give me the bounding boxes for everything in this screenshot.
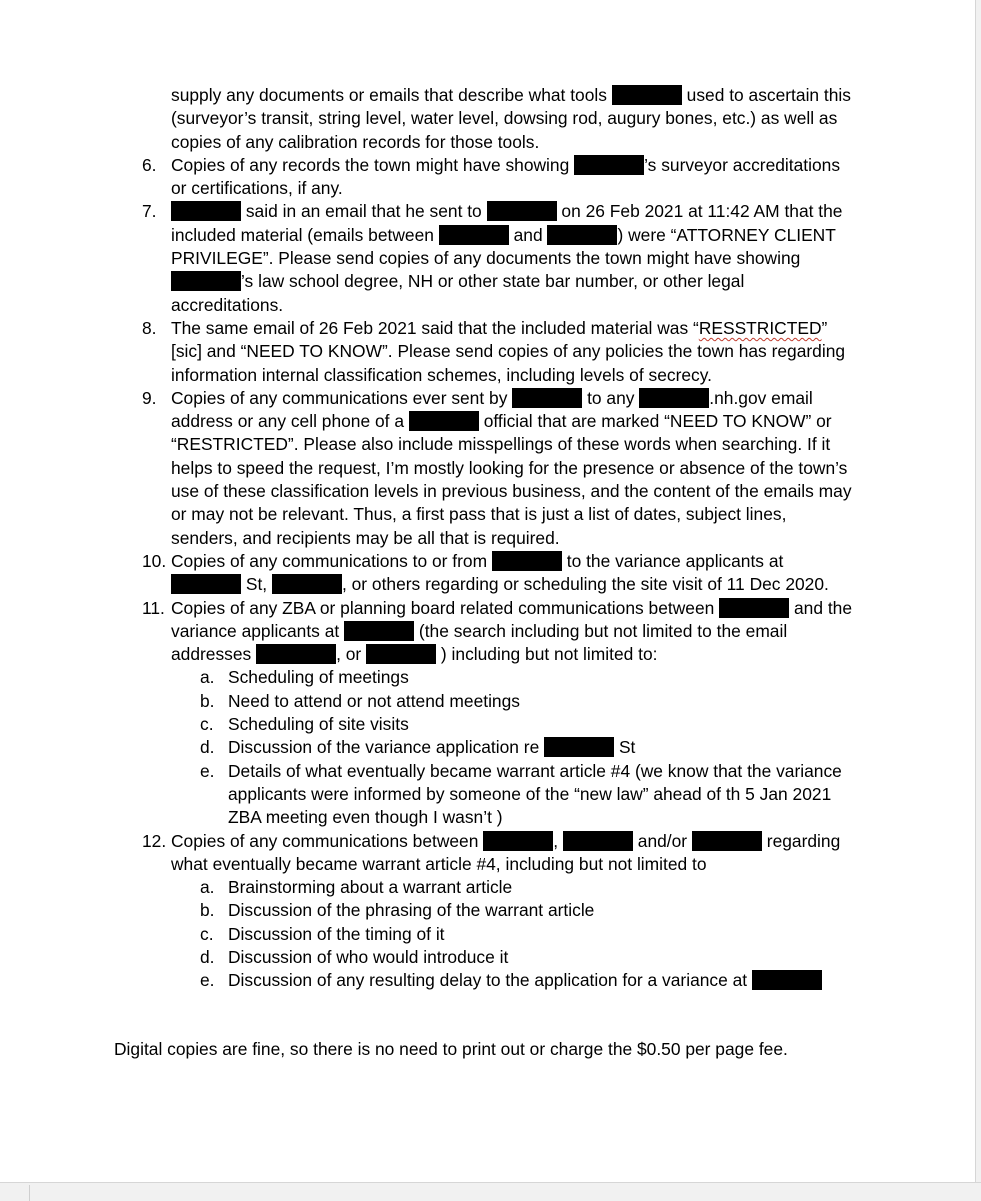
item-5-continuation-line-2: [114, 107, 894, 130]
text-run: address or any cell phone of a: [171, 411, 404, 432]
text-run: Discussion of the timing of it: [228, 923, 445, 944]
list-item-12-line-2: [114, 853, 894, 876]
sub-item-letter: e.: [200, 760, 215, 781]
text-run: Need to attend or not attend meetings: [228, 690, 520, 711]
text-run: St: [618, 737, 636, 758]
text-run: ”: [821, 317, 828, 338]
misspelled-word[interactable]: RESSTRICTED: [698, 317, 822, 338]
text-run: addresses: [171, 644, 252, 665]
sub-item-12b: [114, 899, 894, 922]
document-body: [114, 84, 894, 993]
redaction-box: [492, 551, 562, 571]
redaction-box: [692, 831, 762, 851]
list-item-6: [114, 154, 894, 177]
text-run: information internal classification schemes, including levels of secrecy.: [171, 364, 712, 385]
sub-item-11e-line-2: [114, 783, 894, 806]
text-run: regarding: [766, 830, 841, 851]
list-item-6-line-2: [114, 177, 894, 200]
list-item-7-line-4: [114, 270, 894, 293]
text-run: The same email of 26 Feb 2021 said that the included material was “: [171, 317, 699, 338]
text-run: supply any documents or emails that describe what tools: [171, 85, 607, 105]
list-item-9-line-2: [114, 410, 894, 433]
text-run: (surveyor’s transit, string level, water level, dowsing rod, augury bones, etc.) as well as: [171, 108, 838, 129]
text-run: official that are marked “NEED TO KNOW” or: [483, 411, 832, 432]
text-run: Copies of any communications to or from: [171, 550, 488, 571]
redaction-box: [547, 225, 617, 245]
list-item-8-line-3: [114, 364, 894, 387]
list-item-7-line-5: [114, 294, 894, 317]
text-run: and the: [793, 597, 853, 618]
list-item-9-line-3: [114, 433, 894, 456]
list-item-9-line-6: [114, 503, 894, 526]
text-run: and: [513, 224, 543, 245]
text-run: senders, and recipients may be all that is required.: [171, 527, 560, 548]
sub-item-letter: e.: [200, 970, 215, 991]
text-run: included material (emails between: [171, 224, 434, 245]
redaction-box: [409, 411, 479, 431]
list-item-7: [114, 200, 894, 223]
text-run: , or: [336, 644, 362, 665]
list-number: 11.: [142, 597, 165, 618]
text-run: .nh.gov email: [709, 387, 813, 408]
text-run: Brainstorming about a warrant article: [228, 877, 513, 898]
text-run: ,: [553, 830, 559, 851]
redaction-box: [439, 225, 509, 245]
sub-item-11e: [114, 760, 894, 783]
redaction-box: [366, 644, 436, 664]
text-run: ) were “ATTORNEY CLIENT: [617, 224, 836, 245]
text-run: Discussion of who would introduce it: [228, 946, 509, 967]
sub-item-12c: [114, 923, 894, 946]
list-number: 10.: [142, 550, 167, 571]
item-5-continuation-line-1: [114, 84, 894, 107]
text-run: applicants were informed by someone of the “new law” ahead of th 5 Jan 2021: [228, 783, 832, 804]
closing-paragraph: Digital copies are fine, so there is no need to print out or charge the $0.50 per page fee.: [114, 1039, 788, 1059]
text-run: Copies of any records the town might have showing: [171, 154, 570, 175]
sub-item-11d: [114, 736, 894, 759]
ruler-tick: [29, 1185, 30, 1201]
list-item-10-line-2: [114, 573, 894, 596]
sub-item-11c: [114, 713, 894, 736]
redaction-box: [171, 201, 241, 221]
text-run: Copies of any communications ever sent by: [171, 387, 508, 408]
text-run: Copies of any ZBA or planning board related communications between: [171, 597, 715, 618]
sub-item-letter: c.: [200, 923, 214, 944]
sub-item-letter: d.: [200, 946, 215, 967]
sub-item-letter: a.: [200, 877, 215, 898]
redaction-box: [171, 271, 241, 291]
redaction-box: [563, 831, 633, 851]
item-5-continuation-line-3: [114, 131, 894, 154]
sub-item-letter: b.: [200, 900, 215, 921]
text-run: ’s law school degree, NH or other state bar number, or other legal: [241, 271, 745, 292]
text-run: to the variance applicants at: [566, 550, 784, 571]
text-run: (the search including but not limited to the email: [418, 620, 788, 641]
redaction-box: [544, 737, 614, 757]
list-item-8-line-2: [114, 340, 894, 363]
text-run: Copies of any communications between: [171, 830, 479, 851]
redaction-box: [487, 201, 557, 221]
text-run: ’s surveyor accreditations: [644, 154, 841, 175]
text-run: Discussion of any resulting delay to the application for a variance at: [228, 970, 748, 991]
text-run: copies of any calibration records for those tools.: [171, 131, 540, 152]
text-run: on 26 Feb 2021 at 11:42 AM that the: [561, 201, 843, 222]
text-run: Scheduling of meetings: [228, 667, 409, 688]
list-item-9: [114, 387, 894, 410]
list-number: 7.: [142, 201, 157, 222]
redaction-box: [171, 574, 241, 594]
text-run: variance applicants at: [171, 620, 340, 641]
list-item-11-line-3: [114, 643, 894, 666]
text-run: helps to speed the request, I’m mostly looking for the presence or absence of the town’s: [171, 457, 848, 478]
list-item-8: [114, 317, 894, 340]
list-item-10: [114, 550, 894, 573]
sub-item-12a: [114, 876, 894, 899]
text-run: [sic] and “NEED TO KNOW”. Please send copies of any policies the town has regarding: [171, 341, 846, 362]
list-item-9-line-7: [114, 527, 894, 550]
text-run: or may not be relevant. Thus, a first pass that is just a list of dates, subject lines,: [171, 504, 787, 525]
text-run: said in an email that he sent to: [245, 201, 482, 222]
sub-item-11e-line-3: [114, 806, 894, 829]
redaction-box: [344, 621, 414, 641]
sub-item-11b: [114, 690, 894, 713]
text-run: to any: [587, 387, 635, 408]
sub-item-11a: [114, 666, 894, 689]
redaction-box: [483, 831, 553, 851]
redaction-box: [256, 644, 336, 664]
text-run: use of these classification levels in previous business, and the content of the emails may: [171, 481, 852, 502]
list-item-9-line-4: [114, 457, 894, 480]
sub-item-letter: b.: [200, 690, 215, 711]
text-run: “RESTRICTED”. Please also include misspellings of these words when searching. If it: [171, 434, 831, 455]
text-run: Details of what eventually became warrant article #4 (we know that the variance: [228, 760, 842, 781]
text-run: St,: [245, 574, 268, 595]
text-run: Discussion of the variance application re: [228, 737, 540, 758]
text-run: ) including but not limited to:: [440, 644, 658, 665]
redaction-box: [272, 574, 342, 594]
redaction-box: [574, 155, 644, 175]
redaction-box: [612, 85, 682, 105]
sub-item-12d: [114, 946, 894, 969]
list-number: 12.: [142, 830, 167, 851]
redaction-box: [639, 388, 709, 408]
list-item-11: [114, 597, 894, 620]
list-item-7-line-2: [114, 224, 894, 247]
sub-item-letter: c.: [200, 714, 214, 735]
text-run: used to ascertain this: [686, 85, 851, 105]
list-item-12: [114, 830, 894, 853]
list-number: 8.: [142, 317, 157, 338]
sub-item-letter: d.: [200, 737, 215, 758]
sub-item-letter: a.: [200, 667, 215, 688]
text-run: Scheduling of site visits: [228, 714, 409, 735]
text-run: or certifications, if any.: [171, 178, 343, 199]
redaction-box: [512, 388, 582, 408]
sub-item-12e: [114, 969, 894, 992]
list-item-11-line-2: [114, 620, 894, 643]
text-run: and/or: [637, 830, 688, 851]
text-run: , or others regarding or scheduling the site visit of 11 Dec 2020.: [341, 574, 829, 595]
text-run: ZBA meeting even though I wasn’t ): [228, 807, 503, 828]
list-number: 6.: [142, 154, 157, 175]
list-item-7-line-3: [114, 247, 894, 270]
text-run: Discussion of the phrasing of the warrant article: [228, 900, 595, 921]
horizontal-scrollbar[interactable]: [0, 1182, 981, 1201]
text-run: accreditations.: [171, 294, 284, 315]
list-number: 9.: [142, 387, 157, 408]
page-edge-right: [975, 0, 981, 1182]
list-item-9-line-5: [114, 480, 894, 503]
text-run: what eventually became warrant article #4, including but not limited to: [171, 853, 707, 874]
text-run: PRIVILEGE”. Please send copies of any documents the town might have showing: [171, 248, 801, 269]
redaction-box: [752, 970, 822, 990]
redaction-box: [719, 598, 789, 618]
